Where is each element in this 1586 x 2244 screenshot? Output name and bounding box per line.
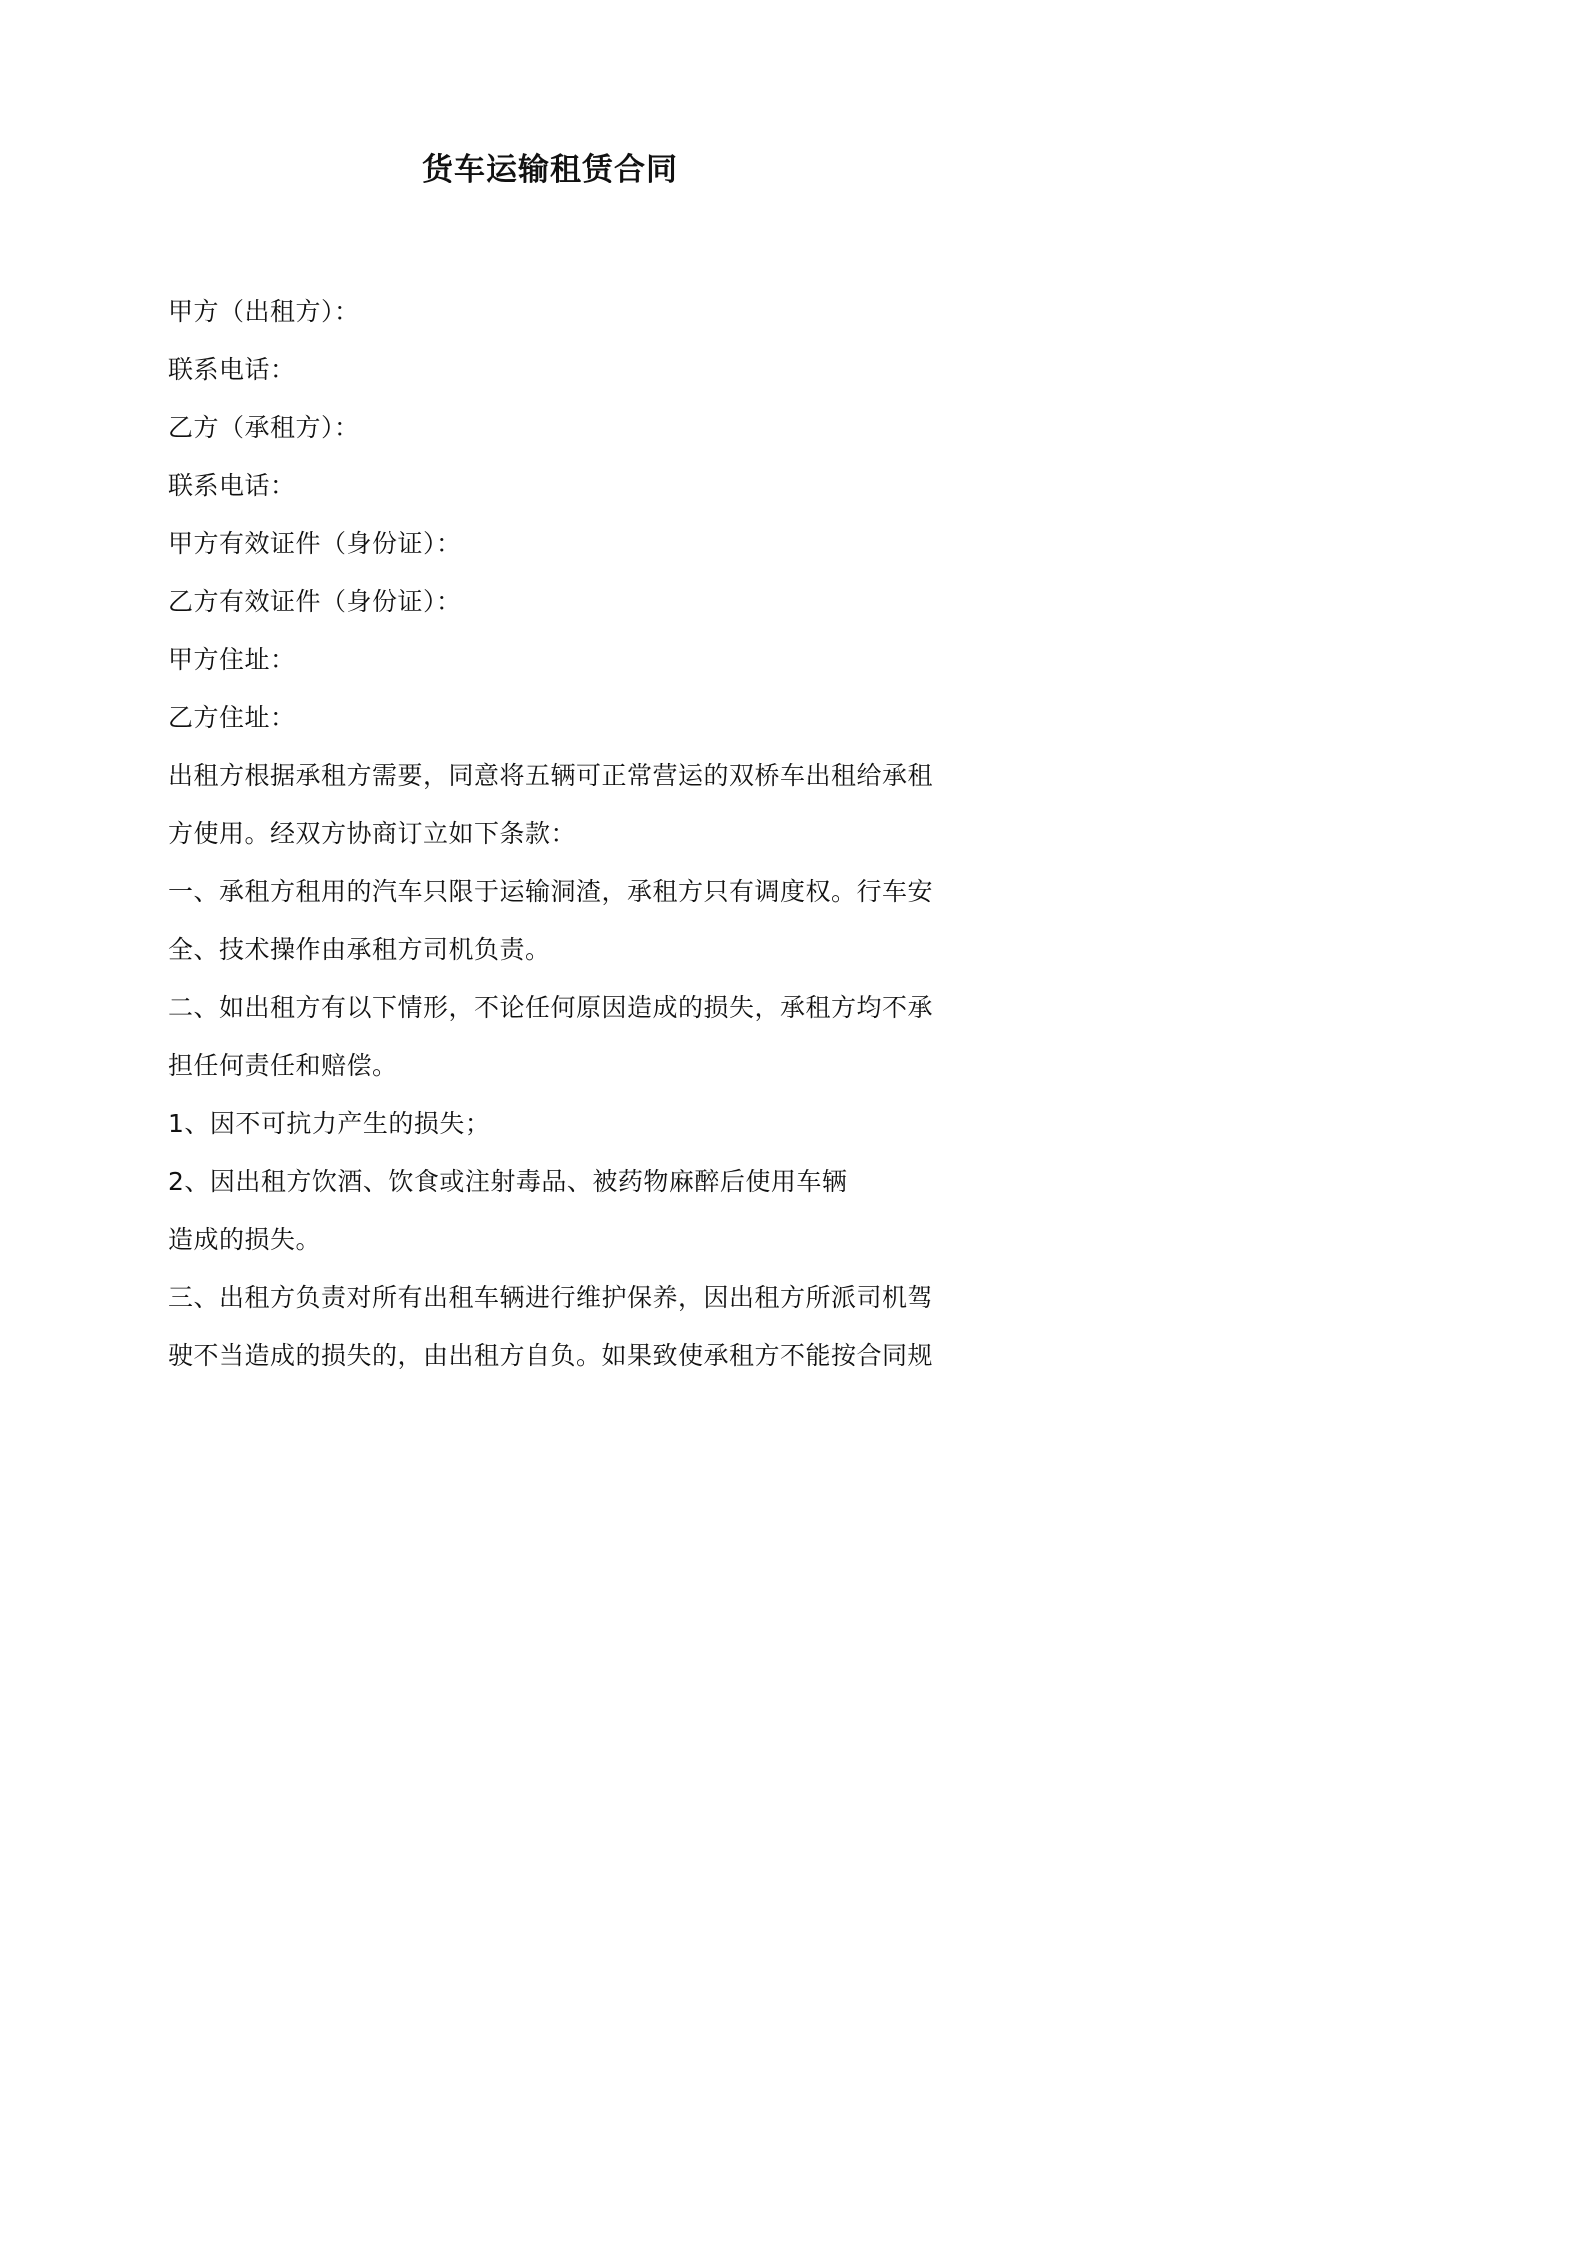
document-page [0,0,1100,1556]
intro-paragraph-line-1: 出租方根据承租方需要，同意将五辆可正常营运的双桥车出租给承租 [168,761,934,790]
clause-3-line-1: 三、出租方负责对所有出租车辆进行维护保养，因出租方所派司机驾 [168,1283,934,1312]
clause-1-line-1: 一、承租方租用的汽车只限于运输洞渣，承租方只有调度权。行车安 [168,877,934,906]
document-title: 货车运输租赁合同 [422,152,678,188]
clause-2-line-1: 二、如出租方有以下情形，不论任何原因造成的损失，承租方均不承 [168,993,934,1022]
party-b-id-line: 乙方有效证件（身份证）： [168,587,462,616]
clause-2-item-2-line-2: 造成的损失。 [168,1225,322,1254]
party-a-line: 甲方（出租方）： [168,297,360,326]
clause-1-line-2: 全、技术操作由承租方司机负责。 [168,935,551,964]
party-a-address-line: 甲方住址： [168,645,296,674]
party-b-line: 乙方（承租方）： [168,413,360,442]
party-a-phone-line: 联系电话： [168,355,296,384]
party-b-phone-line: 联系电话： [168,471,296,500]
clause-3-line-2: 驶不当造成的损失的，由出租方自负。如果致使承租方不能按合同规 [168,1341,934,1370]
party-a-id-line: 甲方有效证件（身份证）： [168,529,462,558]
clause-2-item-2-line-1: 2、因出租方饮酒、饮食或注射毒品、被药物麻醉后使用车辆 [168,1167,848,1196]
clause-2-item-1: 1、因不可抗力产生的损失； [168,1109,491,1138]
intro-paragraph-line-2: 方使用。经双方协商订立如下条款： [168,819,577,848]
clause-2-line-2: 担任何责任和赔偿。 [168,1051,398,1080]
party-b-address-line: 乙方住址： [168,703,296,732]
document-body [168,283,948,1385]
